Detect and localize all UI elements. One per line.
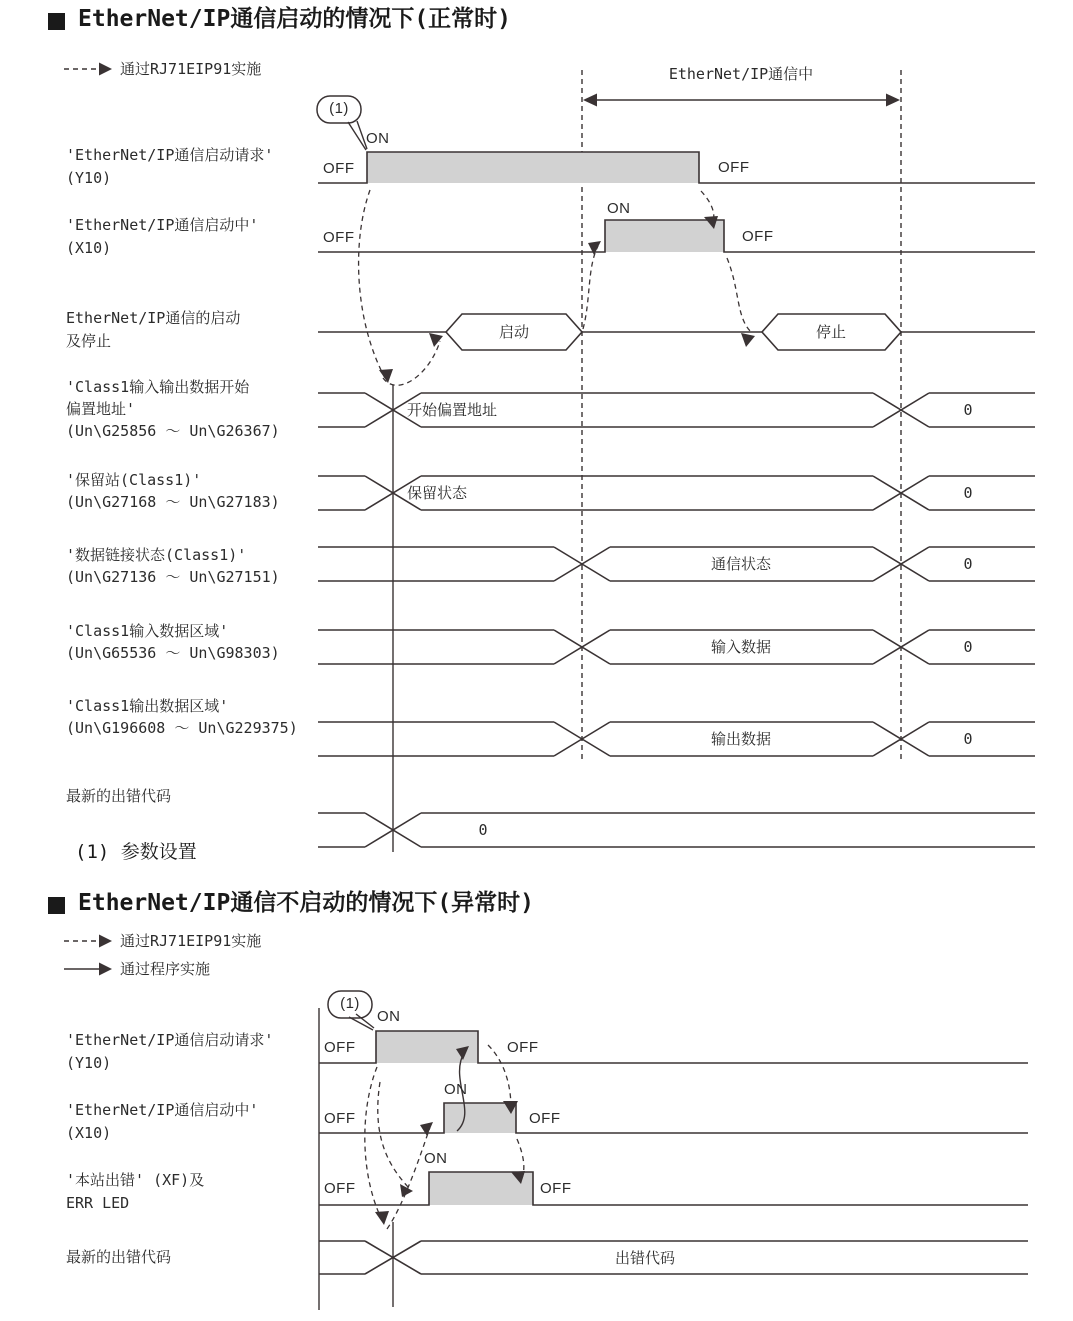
callout-label: (1): [329, 100, 349, 117]
row-label-offset-2: 偏置地址': [66, 400, 136, 418]
row-label-datalink-range: (Un\G27136 ～ Un\G27151): [66, 568, 280, 586]
off-label-y10-right-err: OFF: [507, 1039, 539, 1056]
zero-output: 0: [963, 730, 973, 748]
off-label-xf-right: OFF: [540, 1180, 572, 1197]
row-label-output-range: (Un\G196608 ～ Un\G229375): [66, 719, 298, 737]
signal-start-stop: [318, 314, 1035, 350]
bus-output-data: [318, 722, 1035, 756]
row-label-start-stop-2: 及停止: [66, 332, 112, 350]
row-label-input-area: 'Class1输入数据区域': [66, 622, 229, 640]
off-label-x10-right: OFF: [742, 228, 774, 245]
value-reserved-status: 保留状态: [407, 484, 468, 502]
row-label-x10-starting-err: 'EtherNet/IP通信启动中': [66, 1101, 259, 1119]
value-error-code: 出错代码: [614, 1249, 676, 1267]
legend-arrow-dashed-bottom: [64, 935, 112, 948]
section-title-error: EtherNet/IP通信不启动的情况下(异常时): [78, 890, 535, 916]
section-marker-square: [48, 13, 65, 30]
value-comm-status: 通信状态: [710, 555, 772, 573]
footnote-parameter-setting: (1) 参数设置: [75, 841, 197, 863]
on-label-y10-err: ON: [377, 1008, 401, 1025]
row-label-x10: (X10): [66, 239, 112, 257]
row-label-offset-range: (Un\G25856 ～ Un\G26367): [66, 422, 280, 440]
range-arrow: [583, 94, 900, 107]
row-label-y10-err: (Y10): [66, 1054, 112, 1072]
callout-label-error: (1): [340, 995, 360, 1012]
row-label-err-led: ERR LED: [66, 1194, 130, 1212]
off-label-x10-right-err: OFF: [529, 1110, 561, 1127]
row-label-y10-request-err: 'EtherNet/IP通信启动请求': [66, 1031, 274, 1049]
off-label-xf-left: OFF: [324, 1180, 356, 1197]
zero-error-code: 0: [478, 821, 488, 839]
burst-stop-label: 停止: [815, 323, 847, 341]
row-label-datalink: '数据链接状态(Class1)': [66, 546, 247, 564]
legend-solid-label: 通过程序实施: [120, 960, 211, 978]
row-label-x10-err: (X10): [66, 1124, 112, 1142]
section-marker-square-2: [48, 897, 65, 914]
on-label-xf: ON: [424, 1150, 448, 1167]
legend-dashed-label-2: 通过RJ71EIP91实施: [120, 932, 262, 950]
row-label-y10-request: 'EtherNet/IP通信启动请求': [66, 146, 274, 164]
zero-input: 0: [963, 638, 973, 656]
signal-y10-request: [318, 152, 1035, 183]
bus-input-data: [318, 630, 1035, 664]
row-label-x10-starting: 'EtherNet/IP通信启动中': [66, 216, 259, 234]
bus-data-link-status: [318, 547, 1035, 581]
row-label-input-range: (Un\G65536 ～ Un\G98303): [66, 644, 280, 662]
range-label: EtherNet/IP通信中: [668, 65, 814, 83]
on-label-y10: ON: [366, 130, 390, 147]
row-label-reserved: '保留站(Class1)': [66, 471, 202, 489]
row-label-latest-error: 最新的出错代码: [66, 787, 172, 805]
row-label-reserved-range: (Un\G27168 ～ Un\G27183): [66, 493, 280, 511]
row-label-output-area: 'Class1输出数据区域': [66, 697, 229, 715]
zero-reserved: 0: [963, 484, 973, 502]
row-label-start-stop-1: EtherNet/IP通信的启动: [66, 309, 241, 327]
off-label-x10-left-err: OFF: [324, 1110, 356, 1127]
off-label-y10-right: OFF: [718, 159, 750, 176]
section-title-normal: EtherNet/IP通信启动的情况下(正常时): [78, 6, 512, 32]
value-input-data: 输入数据: [710, 638, 772, 656]
on-label-x10: ON: [607, 200, 631, 217]
signal-y10-request-error: [319, 1031, 1028, 1063]
signal-xf-err-led: [319, 1172, 1028, 1205]
burst-start-label: 启动: [498, 323, 530, 341]
signal-x10-starting: [318, 220, 1035, 252]
off-label-x10-left: OFF: [323, 229, 355, 246]
off-label-y10-left: OFF: [323, 160, 355, 177]
value-output-data: 输出数据: [710, 730, 772, 748]
zero-comm: 0: [963, 555, 973, 573]
row-label-offset-1: 'Class1输入输出数据开始: [66, 378, 250, 396]
value-offset-address: 开始偏置地址: [407, 401, 498, 419]
zero-offset: 0: [963, 401, 973, 419]
row-label-latest-error-2: 最新的出错代码: [66, 1248, 172, 1266]
row-label-y10: (Y10): [66, 169, 112, 187]
legend-dashed-label: 通过RJ71EIP91实施: [120, 60, 262, 78]
legend-arrow-dashed-top: [64, 63, 112, 76]
diagram-normal: [317, 70, 1035, 852]
on-label-x10-err: ON: [444, 1081, 468, 1098]
legend-arrow-solid-bottom: [64, 963, 112, 976]
bus-latest-error-code: [318, 813, 1035, 847]
row-label-xf: '本站出错' (XF)及: [66, 1171, 205, 1189]
off-label-y10-left-err: OFF: [324, 1039, 356, 1056]
